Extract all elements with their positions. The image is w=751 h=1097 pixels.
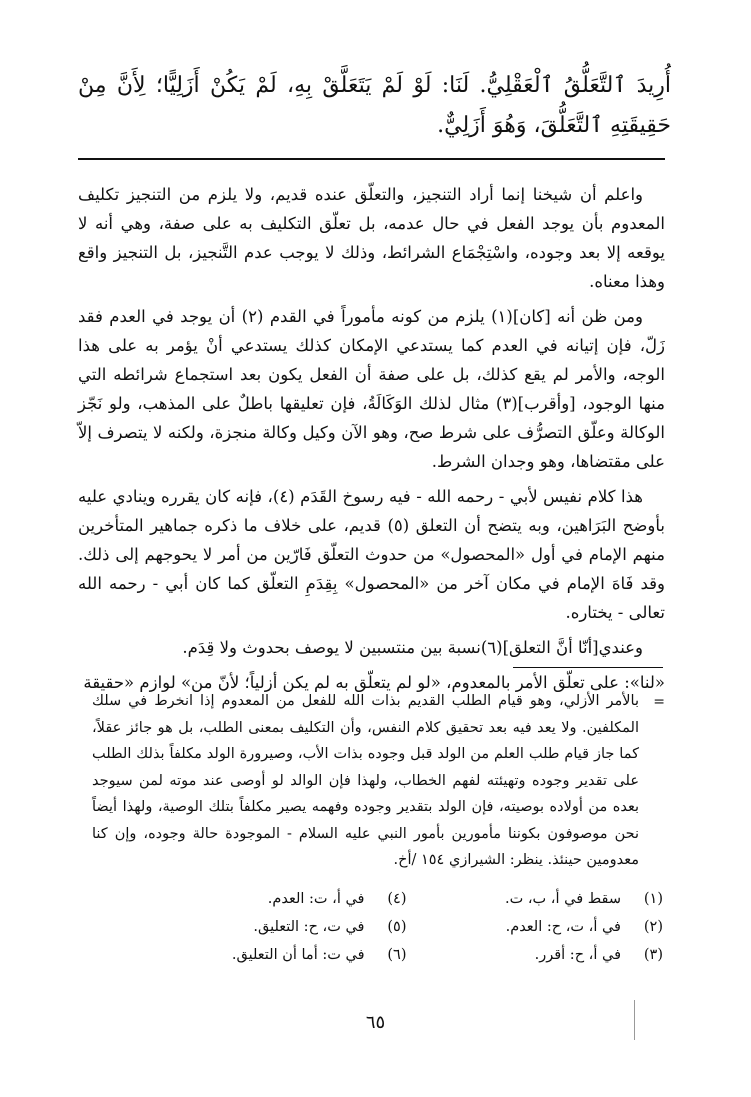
header-divider [78,158,665,160]
header-verse: أُرِيدَ ٱلتَّعَلُّقُ ٱلْعَقْلِيُّ. لَنَا: لَوْ لَمْ يَتَعَلَّقْ بِهِ، لَمْ يَكُنْ أَزَلِيًّا؛ لِأَنَّ مِنْ حَقِيقَتِهِ ٱلتَّعَلُّقَ، وَهُوَ أَزَلِيٌّ. [78,73,671,138]
footnote-text: في أ، ح: أقرر. [534,947,621,963]
footnote-number: (٢) [643,919,663,935]
paragraph: هذا كلام نفيس لأبي - رحمه الله - فيه رسوخ القَدَم (٤)، فإنه كان يقرره وينادي عليه بأوضح البَرَاهين، وبه يتضح أن التعلق (٥) قديم، على خلاف ما ذكره جماهير المتأخرين منهم الإمام في أول «المحصول» من حدوث التعلّق فَارّين من أمر لا يحوجهم إلى ذلك. وقد فَاهَ الإمام في مكان آخر من «المحصول» بِقِدَمِ التعلّق كما كان أبي - رحمه الله تعالى - يختاره. [78,487,665,622]
footnote-item [150,886,407,912]
paragraph: واعلم أن شيخنا إنما أراد التنجيز، والتعلّق عنده قديم، ولا يلزم من التنجيز تكليف المعدوم بأن يوجد الفعل في حال عدمه، بل تعلّق التكليف به على صفة، وهي أنه لا يوقعه إلا بعد وجوده، واسْتِجْمَاع الشرائط، وذلك لا يوجب عدم التَّنجيز، بل التنجيز واقع وهذا معناه. [78,185,665,291]
paragraph: ومن ظن أنه [كان](١) يلزم من كونه مأموراً في القدم (٢) أن يوجد في العدم فقد زَلّ، فإن إتيانه في العدم كما يستدعي الإمكان كذلك يستدعي أنْ يؤمر به على هذا الوجه، والأمر لم يقع كذلك، بل على صفة أن الفعل يكون بعد استجماع شرائطه التي منها الوجود، [وأقرب](٣) مثال لذلك الوَكَالَةُ، فإن تعليقها باطلٌ على المذهب، ولو نَجّز الوكالة وعلّق التصرُّف على شرط صح، وهو الآن وكيل وكالة منجزة، ولكنه لا يتصرف إلاّ على مقتضاها، وهو وجدان الشرط. [78,307,665,471]
footnote-number: (٦) [387,947,407,963]
footnote-text: في أ، ت، ح: العدم. [505,919,621,935]
footnote-item [150,914,407,940]
scan-edge-line [634,1000,635,1040]
footnote-number: (١) [643,891,663,907]
footnote-continuation: بالأمر الأزلي، وهو قيام الطلب القديم بذات الله للفعل من المعدوم إذا انخرط في سلك المكلفين. ولا يعد فيه بعد تحقيق كلام النفس، وأن التكليف بمعنى الطلب، بل هو جائز عقلاً، كما جاز قيام طلب العلم من الولد قبل وجوده بذات الأب، وصيرورة الولد مكلفاً بذلك الطلب على تقدير وجوده وتهيئته لفهم الخطاب، ولهذا فإن الوالد لو أوصى عند موته لمن سيوجد بعده من أولاده بوصيته، فإن الولد بتقدير وجوده وفهمه يصير مكلفاً بتلك الوصية، ولهذا أيضاً نحن موصوفون بكوننا مأمورين بأمور النبي عليه السلام - الموجودة حالة وجوده، وإن كنا معدومين حينئذ. ينظر: الشيرازي ١٥٤ /أخ. [92,693,639,868]
continuation-mark: = [653,694,665,710]
paragraph: وعندي[أنّا أنَّ التعلق](٦)نسبة بين منتسبين لا يوصف بحدوث ولا قِدَم. [182,638,643,657]
footnote-number: (٣) [643,947,663,963]
footnote-item [407,942,664,968]
footnote-text: سقط في أ، ب، ت. [505,891,621,907]
footnote-item [407,886,664,912]
paragraph: «لنا»: على تعلّق الأمر بالمعدوم، «لو لم يتعلّق به لم يكن أزلياً؛ لأنّ من» لوازم «حقيقة [83,673,665,692]
main-commentary [78,180,665,703]
footnote-text: في ت، ح: التعليق. [253,919,365,935]
footnote-number: (٥) [387,919,407,935]
footnote-item [407,914,664,940]
footnote-text: في ت: أما أن التعليق. [231,947,365,963]
footnote-number: (٤) [387,891,407,907]
page-number: ٦٥ [365,1012,386,1033]
footnote-divider [513,667,663,668]
footnotes-list [150,886,663,968]
footnote-text: في أ، ت: العدم. [267,891,365,907]
footnote-item [150,942,407,968]
